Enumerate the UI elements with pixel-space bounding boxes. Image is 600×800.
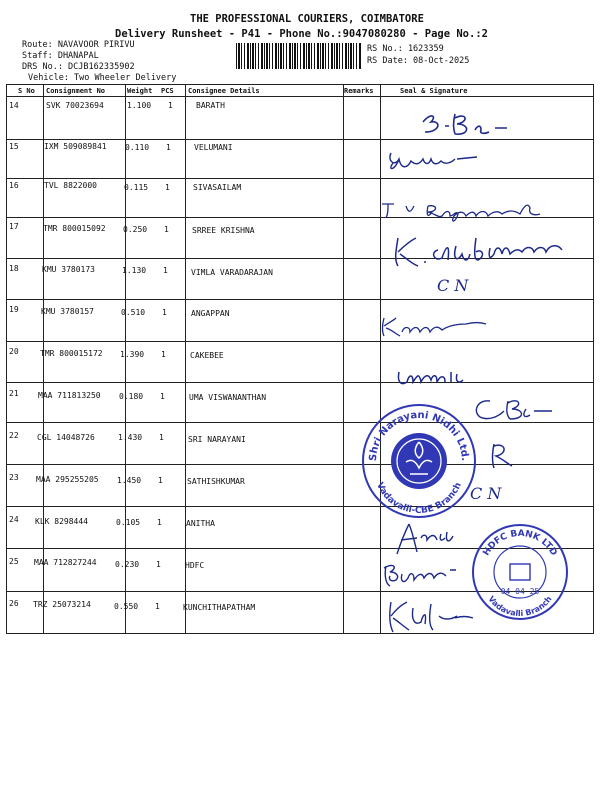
row-pcs: 1: [159, 433, 164, 442]
row-weight: 0.115: [124, 183, 149, 192]
header-consignee: Consignee Details: [188, 87, 260, 95]
row-sno: 16: [9, 181, 19, 190]
row-pcs: 1: [162, 308, 167, 317]
signature-cakebee: [395, 362, 475, 392]
row-sno: 21: [9, 389, 19, 398]
row-weight: 0.230: [115, 560, 140, 569]
signature-sivasailam: [380, 196, 555, 224]
row-pcs: 1: [165, 183, 170, 192]
row-pcs: 1: [166, 143, 171, 152]
row-divider: [6, 178, 594, 179]
row-consignee: SATHISHKUMAR: [187, 477, 245, 486]
row-pcs: 1: [157, 518, 162, 527]
row-sno: 15: [9, 142, 19, 151]
row-divider: [6, 341, 594, 342]
row-pcs: 1: [160, 392, 165, 401]
row-weight: 1.390: [120, 350, 145, 359]
row-weight: 0.110: [125, 143, 150, 152]
row-weight: 1.100: [127, 101, 152, 110]
row-divider: [6, 299, 594, 300]
row-pcs: 1: [158, 476, 163, 485]
row-consignment: MAA 712827244: [34, 558, 97, 567]
row-sno: 14: [9, 101, 19, 110]
rs-number: RS No.: 1623359: [367, 44, 444, 54]
row-consignment: SVK 70023694: [46, 101, 104, 110]
row-sno: 19: [9, 305, 19, 314]
row-pcs: 1: [155, 602, 160, 611]
row-pcs: 1: [163, 266, 168, 275]
hdfc-bottom-text: Vadavalli Branch: [486, 594, 554, 619]
column-divider: [593, 84, 594, 633]
row-consignee: SIVASAILAM: [193, 183, 242, 192]
hdfc-top-text: HDFC BANK LTD: [481, 528, 559, 558]
row-pcs: 1: [156, 560, 161, 569]
drs-label: DRS No.: DCJB162335902: [22, 62, 135, 72]
staff-label: Staff: DHANAPAL: [22, 51, 99, 61]
row-consignment: TMR 800015172: [40, 349, 103, 358]
row-sno: 24: [9, 515, 19, 524]
route-label: Route: NAVAVOOR PIRIVU: [22, 40, 135, 50]
hdfc-bank-stamp: [470, 522, 570, 626]
signature-kunchithapatham: [385, 598, 475, 634]
row-consignee: ANITHA: [186, 519, 215, 528]
row-weight: 1.430: [118, 433, 143, 442]
row-consignee: CAKEBEE: [190, 351, 224, 360]
row-consignment: MAA 711813250: [38, 391, 101, 400]
row-consignment: TRZ 25073214: [33, 600, 91, 609]
row-consignment: KMU 3780157: [41, 307, 94, 316]
signature-velumani: [385, 145, 485, 173]
row-consignment: TMR 800015092: [43, 224, 106, 233]
header-weight: Weight: [127, 87, 153, 95]
signature-angappan: [380, 314, 490, 338]
row-sno: 22: [9, 431, 19, 440]
header-seal-signature: Seal & Signature: [400, 87, 468, 95]
barcode-image: [236, 43, 361, 69]
row-consignee: HDFC: [185, 561, 205, 570]
column-divider: [380, 84, 381, 633]
row-divider: [6, 382, 594, 383]
handwritten-cn: C N: [437, 276, 469, 295]
row-pcs: 1: [164, 225, 169, 234]
row-weight: 0.180: [119, 392, 144, 401]
table-top-border: [6, 84, 594, 85]
row-consignee: VIMLA VARADARAJAN: [191, 268, 273, 277]
row-pcs: 1: [168, 101, 173, 110]
row-consignment: MAA 295255205: [36, 475, 99, 484]
narayani-nidhi-stamp: [360, 402, 478, 524]
row-consignee: BARATH: [196, 101, 225, 110]
signature-srree-krishna: [390, 232, 580, 270]
company-title: THE PROFESSIONAL COURIERS, COIMBATORE: [190, 13, 424, 25]
header-sno: S No: [18, 87, 35, 95]
row-weight: 0.550: [114, 602, 139, 611]
row-consignee: SRREE KRISHNA: [192, 226, 255, 235]
row-sno: 23: [9, 473, 19, 482]
handwritten-cn: C N: [470, 484, 502, 503]
signature-sri-narayani: [488, 440, 518, 470]
vehicle-label: Vehicle: Two Wheeler Delivery: [28, 73, 177, 83]
row-consignment: KLK 8298444: [35, 517, 88, 526]
row-sno: 25: [9, 557, 19, 566]
row-consignment: TVL 8822000: [44, 181, 97, 190]
row-divider: [6, 506, 594, 507]
header-consignment: Consignment No: [46, 87, 106, 95]
row-pcs: 1: [161, 350, 166, 359]
column-divider: [343, 84, 344, 633]
row-consignee: KUNCHITHAPATHAM: [183, 603, 256, 612]
row-sno: 26: [9, 599, 19, 608]
row-consignment: CGL 14048726: [37, 433, 95, 442]
column-divider: [6, 84, 7, 633]
row-consignee: ANGAPPAN: [191, 309, 230, 318]
runsheet-title: Delivery Runsheet - P41 - Phone No.:9047080280 - Page No.:2: [115, 28, 488, 40]
row-weight: 1.450: [117, 476, 142, 485]
header-remarks: Remarks: [344, 87, 374, 95]
header-pcs: PCS: [161, 87, 174, 95]
row-weight: 0.105: [116, 518, 141, 527]
row-weight: 0.510: [121, 308, 146, 317]
hdfc-date: 04 04 25: [500, 587, 540, 596]
rs-date: RS Date: 08-Oct-2025: [367, 56, 470, 66]
row-sno: 20: [9, 347, 19, 356]
stamp-bottom-text: Vadavalli-CBE Branch: [374, 481, 464, 517]
row-sno: 17: [9, 222, 19, 231]
signature-hdfc: [380, 558, 460, 590]
header-divider: [6, 96, 594, 97]
row-weight: 0.250: [123, 225, 148, 234]
row-consignment: IXM 509089841: [44, 142, 107, 151]
column-divider: [185, 84, 186, 633]
signature-barath: [415, 108, 515, 140]
row-weight: 1.130: [122, 266, 147, 275]
row-consignment: KMU 3780173: [42, 265, 95, 274]
table-bottom-border: [6, 633, 594, 634]
row-sno: 18: [9, 264, 19, 273]
column-divider: [43, 84, 44, 633]
signature-anitha: [395, 520, 465, 556]
stamp-top-text: Shri Narayani Nidhi Ltd.: [367, 409, 471, 462]
row-consignee: UMA VISWANANTHAN: [189, 393, 267, 402]
row-consignee: VELUMANI: [194, 143, 233, 152]
row-consignee: SRI NARAYANI: [188, 435, 246, 444]
